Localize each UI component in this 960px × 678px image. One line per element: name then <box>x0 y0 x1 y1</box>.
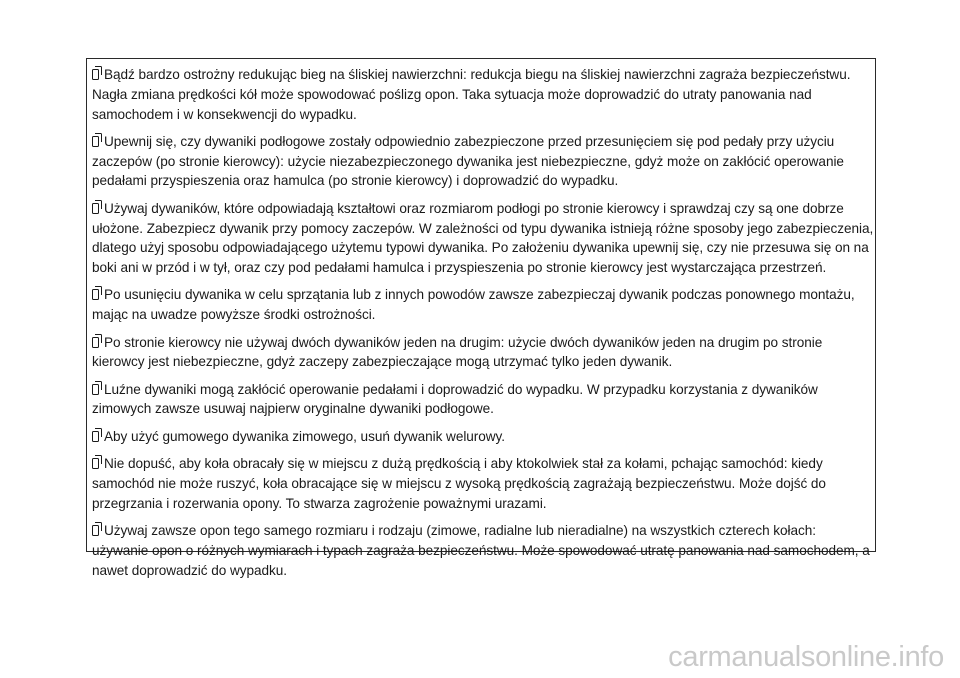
paragraph-text: Używaj zawsze opon tego samego rozmiaru i rodzaju (zimowe, radialne lub nieradialne) na wszystkich czterech kołach: używanie opon o różnych wymiarach i typach zagraża bezpieczeństwu. Może spowodować utratę panowania nad samochodem, a nawet doprowadzić do wypadku. <box>92 522 870 578</box>
paragraph-text: Bądź bardzo ostrożny redukując bieg na śliskiej nawierzchni: redukcja biegu na śliskiej nawierzchni zagraża bezpieczeństwu. Nagła zmiana prędkości kół może spowodować poślizg opon. Taka sytuacja może doprowadzić do utraty panowania nad samochodem i w konsekwencji do wypadku. <box>92 67 851 122</box>
watermark-text: carmanualsonline.info <box>668 641 944 673</box>
paragraph-text: Nie dopuść, aby koła obracały się w miejscu z dużą prędkością i aby ktokolwiek stał za kołami, pchając samochód: kiedy samochód nie może ruszyć, koła obracające się w miejscu z wysoką prędkością zagrażają bezpieczeństwu. Może dojść do przegrzania i rozerwania opony. To stwarza zagrożenie poważnymi urazami. <box>92 456 826 511</box>
continuation-arrow-icon <box>92 337 99 348</box>
continuation-arrow-icon <box>92 431 99 442</box>
continuation-arrow-icon <box>92 525 99 536</box>
warning-paragraph <box>92 521 875 580</box>
warning-paragraph <box>92 285 875 325</box>
warning-paragraph <box>92 65 875 124</box>
continuation-arrow-icon <box>92 69 99 80</box>
paragraph-text: Luźne dywaniki mogą zakłócić operowanie pedałami i doprowadzić do wypadku. W przypadku korzystania z dywaników zimowych zawsze usuwaj najpierw oryginalne dywaniki podłogowe. <box>92 381 818 417</box>
continuation-arrow-icon <box>92 458 99 469</box>
warning-paragraph <box>92 333 875 373</box>
paragraph-text: Aby użyć gumowego dywanika zimowego, usuń dywanik welurowy. <box>104 428 506 444</box>
continuation-arrow-icon <box>92 384 99 395</box>
warning-box <box>86 58 876 578</box>
continuation-arrow-icon <box>92 203 99 214</box>
warning-paragraph <box>92 132 875 191</box>
continuation-arrow-icon <box>92 289 99 300</box>
warning-paragraph <box>92 454 875 513</box>
warning-paragraph <box>92 427 875 447</box>
continuation-arrow-icon <box>92 136 99 147</box>
paragraph-text: Upewnij się, czy dywaniki podłogowe zostały odpowiednio zabezpieczone przed przesunięciem się pod pedały przy użyciu zaczepów (po stronie kierowcy): użycie niezabezpieczonego dywanika jest niebezpieczne, gdyż może on zakłócić operowanie pedałami przyspieszenia oraz hamulca (po stronie kierowcy) i doprowadzić do wypadku. <box>92 133 844 189</box>
warning-paragraph <box>92 380 875 420</box>
paragraph-text: Używaj dywaników, które odpowiadają kształtowi oraz rozmiarom podłogi po stronie kierowcy i sprawdzaj czy są one dobrze ułożone. Zabezpiecz dywanik przy pomocy zaczepów. W zależności od typu dywanika istnieją różne sposoby jego zabezpieczenia, dlatego użyj sposobu odpowiadającego użytemu typowi dywanika. Po założeniu dywanika upewnij się, czy nie przesuwa się on na boki ani w przód i w tył, oraz czy pod pedałami hamulca i przyspieszenia po stronie kierowcy jest wystarczająca przestrzeń. <box>92 200 874 276</box>
paragraph-text: Po usunięciu dywanika w celu sprzątania lub z innych powodów zawsze zabezpieczaj dywanik podczas ponownego montażu, mając na uwadze powyższe środki ostrożności. <box>92 287 855 323</box>
paragraph-text: Po stronie kierowcy nie używaj dwóch dywaników jeden na drugim: użycie dwóch dywaników jeden na drugim po stronie kierowcy jest niebezpieczne, gdyż zaczepy zabezpieczające mogą utrzymać tylko jeden dywanik. <box>92 334 823 370</box>
warning-paragraph <box>92 199 875 278</box>
